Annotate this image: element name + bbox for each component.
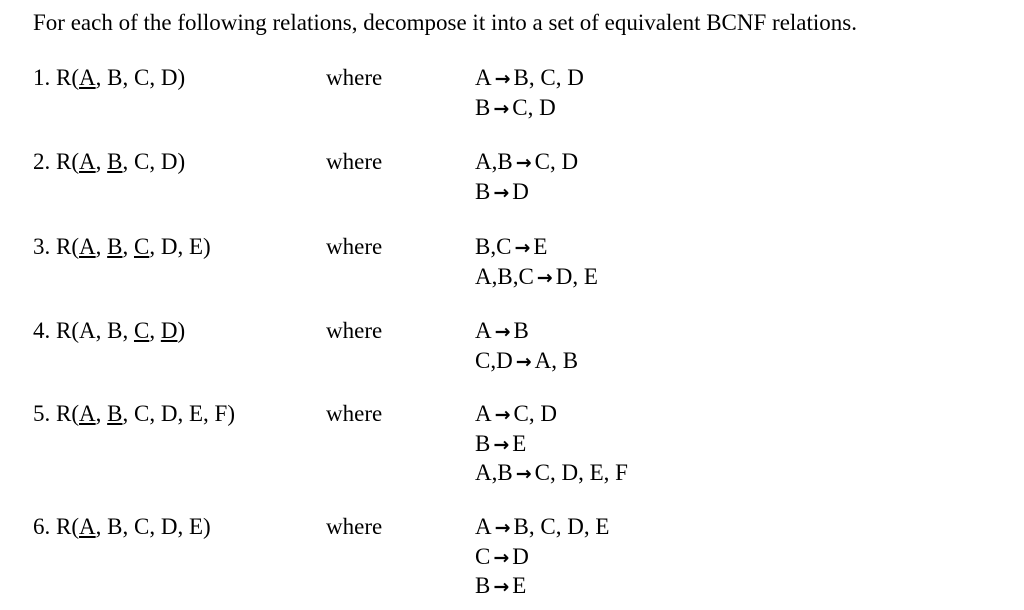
- fd-lhs: B: [475, 178, 491, 204]
- attribute: C: [133, 401, 150, 426]
- where-label: where: [326, 401, 383, 426]
- right-arrow-icon: →: [493, 433, 510, 456]
- fd-rhs: B, C, D: [513, 65, 584, 90]
- functional-dependency: [475, 459, 628, 489]
- attribute: B: [107, 318, 123, 343]
- attribute: E: [188, 234, 204, 259]
- functional-dependency: [475, 148, 578, 178]
- functional-dependencies: [475, 317, 578, 376]
- attribute: F: [214, 401, 228, 426]
- key-attribute: A: [79, 234, 96, 259]
- where-label: where: [326, 65, 383, 90]
- where-label: where: [326, 149, 383, 174]
- attribute: D: [160, 514, 178, 539]
- fd-lhs: A: [475, 514, 492, 539]
- attribute: C: [133, 514, 150, 539]
- key-attribute: A: [79, 401, 96, 426]
- problem-number: 2.: [33, 149, 51, 174]
- where-label: where: [326, 514, 383, 539]
- functional-dependency: [475, 430, 628, 460]
- attribute: D: [160, 65, 178, 90]
- functional-dependencies: [475, 64, 584, 123]
- where-label: where: [326, 318, 383, 343]
- functional-dependency: [475, 347, 578, 377]
- attribute: B: [107, 514, 123, 539]
- functional-dependency: [475, 572, 609, 602]
- fd-rhs: B, C, D, E: [513, 514, 610, 539]
- fd-rhs: A, B: [534, 347, 579, 373]
- key-attribute: B: [107, 401, 123, 426]
- key-attribute: C: [133, 234, 150, 259]
- fd-lhs: B: [475, 94, 491, 120]
- attribute: A: [79, 318, 96, 343]
- right-arrow-icon: →: [493, 546, 510, 569]
- relation-name: R: [56, 401, 72, 426]
- problem-6: [33, 513, 993, 603]
- attribute: E: [188, 514, 204, 539]
- fd-rhs: B: [513, 318, 529, 343]
- functional-dependencies: [475, 148, 578, 207]
- right-arrow-icon: →: [494, 517, 511, 539]
- problem-number: 6.: [33, 514, 51, 539]
- key-attribute: A: [79, 65, 96, 90]
- problem-number: 5.: [33, 401, 51, 426]
- key-attribute: A: [79, 149, 96, 174]
- functional-dependency: [475, 400, 628, 430]
- problem-1: [33, 64, 993, 154]
- relation-schema: 5. R(A, B, C, D, E, F): [33, 401, 235, 426]
- relation-name: R: [56, 234, 72, 259]
- instructions-heading: For each of the following relations, decompose it into a set of equivalent BCNF relations.: [33, 10, 857, 35]
- fd-rhs: D: [512, 178, 529, 204]
- relation-schema: 6. R(A, B, C, D, E): [33, 514, 211, 539]
- problem-4: [33, 317, 993, 407]
- relation-schema: 3. R(A, B, C, D, E): [33, 234, 211, 259]
- fd-rhs: C, D, E, F: [534, 460, 628, 485]
- key-attribute: D: [160, 318, 178, 343]
- relation-name: R: [56, 514, 72, 539]
- functional-dependency: [475, 513, 609, 543]
- fd-lhs: A,B: [475, 460, 513, 485]
- functional-dependency: [475, 64, 584, 94]
- functional-dependency: [475, 178, 578, 208]
- fd-lhs: A: [475, 65, 492, 90]
- functional-dependency: [475, 317, 578, 347]
- problem-number: 3.: [33, 234, 51, 259]
- where-label: where: [326, 234, 383, 259]
- key-attribute: C: [133, 318, 150, 343]
- fd-rhs: C, D: [534, 149, 579, 174]
- key-attribute: B: [107, 149, 123, 174]
- fd-lhs: C: [475, 543, 491, 569]
- right-arrow-icon: →: [494, 68, 511, 90]
- functional-dependency: [475, 543, 609, 573]
- right-arrow-icon: →: [493, 97, 510, 120]
- fd-rhs: C, D: [512, 94, 556, 120]
- attribute: D: [160, 149, 178, 174]
- relation-name: R: [56, 318, 72, 343]
- key-attribute: B: [107, 234, 123, 259]
- problem-5: [33, 400, 993, 490]
- fd-rhs: E: [533, 234, 548, 259]
- right-arrow-icon: →: [515, 350, 532, 373]
- right-arrow-icon: →: [493, 576, 510, 598]
- fd-rhs: D, E: [555, 263, 598, 289]
- attribute: D: [160, 401, 178, 426]
- right-arrow-icon: →: [514, 237, 531, 259]
- attribute: D: [160, 234, 178, 259]
- fd-lhs: B: [475, 573, 491, 598]
- fd-lhs: A: [475, 401, 492, 426]
- relation-schema: 1. R(A, B, C, D): [33, 65, 186, 90]
- right-arrow-icon: →: [536, 266, 553, 289]
- right-arrow-icon: →: [515, 152, 532, 174]
- problem-3: [33, 233, 993, 323]
- functional-dependency: [475, 263, 598, 293]
- functional-dependency: [475, 233, 598, 263]
- fd-lhs: A,B,C: [475, 263, 534, 289]
- key-attribute: A: [79, 514, 96, 539]
- relation-name: R: [56, 65, 72, 90]
- fd-rhs: C, D: [513, 401, 557, 426]
- problem-number: 1.: [33, 65, 51, 90]
- fd-rhs: E: [512, 573, 527, 598]
- problem-2: [33, 148, 993, 238]
- attribute: C: [133, 149, 150, 174]
- right-arrow-icon: →: [494, 321, 511, 343]
- attribute: E: [188, 401, 204, 426]
- fd-lhs: A: [475, 318, 492, 343]
- functional-dependency: [475, 94, 584, 124]
- functional-dependencies: [475, 513, 609, 602]
- attribute: B: [107, 65, 123, 90]
- fd-lhs: C,D: [475, 347, 513, 373]
- fd-lhs: A,B: [475, 149, 513, 174]
- fd-lhs: B,C: [475, 234, 512, 259]
- fd-rhs: D: [512, 543, 529, 569]
- relation-schema: 2. R(A, B, C, D): [33, 149, 186, 174]
- fd-rhs: E: [512, 430, 527, 456]
- problem-number: 4.: [33, 318, 51, 343]
- fd-lhs: B: [475, 430, 491, 456]
- relation-name: R: [56, 149, 72, 174]
- functional-dependencies: [475, 233, 598, 292]
- attribute: C: [133, 65, 150, 90]
- relation-schema: 4. R(A, B, C, D): [33, 318, 186, 343]
- right-arrow-icon: →: [515, 463, 532, 485]
- functional-dependencies: [475, 400, 628, 489]
- right-arrow-icon: →: [494, 404, 511, 426]
- right-arrow-icon: →: [493, 181, 510, 204]
